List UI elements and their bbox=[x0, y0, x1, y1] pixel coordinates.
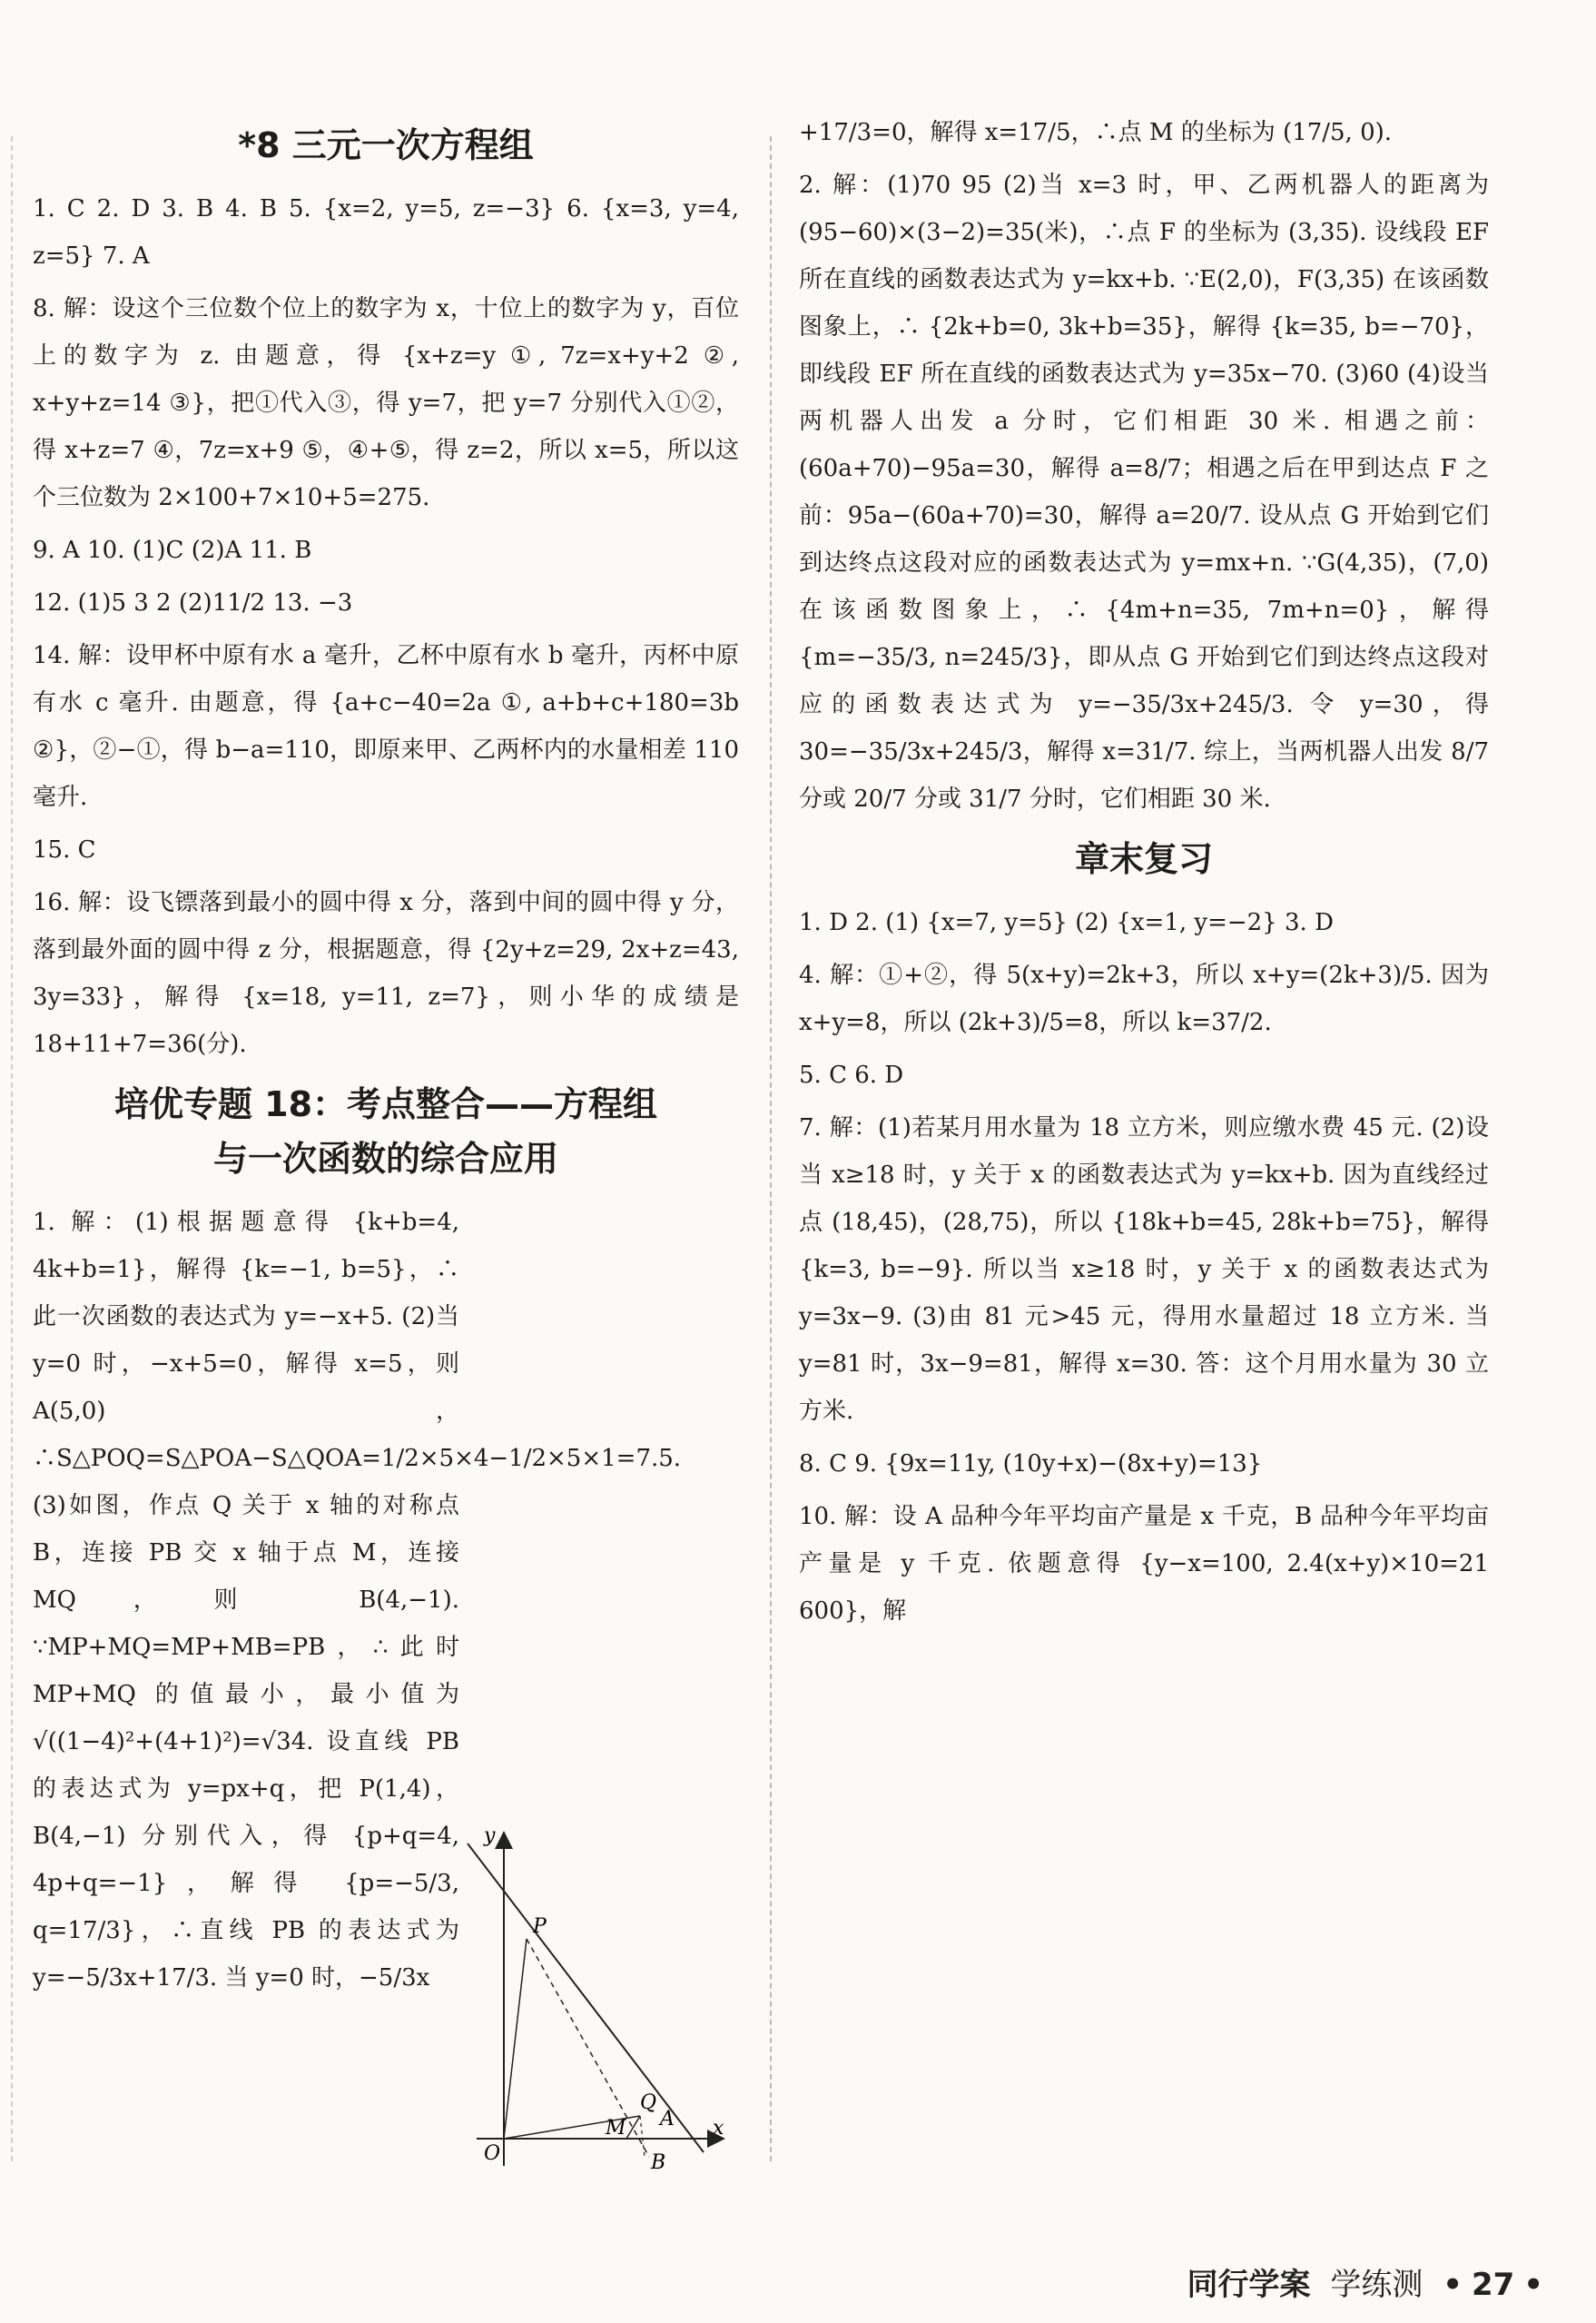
special-topic-title: 培优专题 18：考点整合——方程组 bbox=[113, 1084, 658, 1124]
page-number-bullet-right: • bbox=[1523, 2267, 1543, 2303]
answer-9-11: 9. A 10. (1)C (2)A 11. B bbox=[33, 537, 312, 564]
topic-answer-1-cont: +17/3=0，解得 x=17/5，∴点 M 的坐标为 (17/5, 0). bbox=[799, 119, 1393, 146]
answer-14: 14. 解：设甲杯中原有水 a 毫升，乙杯中原有水 b 毫升，丙杯中原有水 c 毫升. 由题意，得 {a+c−40=2a ①, a+b+c+180=3b ②}，②−①，得 b−a=110，即原来甲、乙两杯内的水量相差 110 毫升. bbox=[33, 642, 739, 811]
answer-16: 16. 解：设飞镖落到最小的圆中得 x 分，落到中间的圆中得 y 分，落到最外面的圆中得 z 分，根据题意，得 {2y+z=29, 2x+z=43, 3y=33}，解得 {x=18, y=11, z=7}，则小华的成绩是 18+11+7=36(分). bbox=[33, 889, 739, 1058]
line-op bbox=[504, 1939, 527, 2139]
point-b-label: B bbox=[651, 2151, 666, 2170]
line-mq bbox=[626, 2116, 640, 2139]
review-answer-8-9: 8. C 9. {9x=11y, (10y+x)−(8x+y)=13} bbox=[799, 1450, 1263, 1478]
series-name: 学练测 bbox=[1330, 2267, 1424, 2303]
left-column bbox=[33, 109, 739, 2007]
point-m-label: M bbox=[606, 2117, 626, 2140]
y-label: y bbox=[484, 1825, 496, 1847]
chapter-review-title: 章末复习 bbox=[1074, 839, 1213, 879]
point-q-label: Q bbox=[640, 2091, 657, 2114]
origin-label: O bbox=[484, 2142, 501, 2165]
page-number-bullet-left: • bbox=[1443, 2267, 1463, 2303]
page-number: 27 bbox=[1471, 2267, 1515, 2303]
point-p-label: P bbox=[533, 1915, 547, 1938]
left-margin-rule bbox=[11, 136, 13, 2161]
section-title-8: *8 三元一次方程组 bbox=[238, 125, 534, 165]
review-answer-7: 7. 解：(1)若某月用水量为 18 立方米，则应缴水费 45 元. (2)设当 x≥18 时，y 关于 x 的函数表达式为 y=kx+b. 因为直线经过点 (18,45)，(28,75)，所以 {18k+b=45, 28k+b=75}，解得 {k=3, b=−9}. 所以当 x≥18 时，y 关于 x 的函数表达式为 y=3x−9. (3)由 81 元>45 元，得用水量超过 18 立方米. 当 y=81 时，3x−9=81，解得 x=30. 答：这个月用水量为 30 立方米. bbox=[799, 1114, 1489, 1425]
coordinate-graph bbox=[458, 1825, 731, 2170]
answer-12-13: 12. (1)5 3 2 (2)11/2 13. −3 bbox=[33, 589, 353, 617]
x-label: x bbox=[713, 2117, 724, 2140]
review-answer-4: 4. 解：①+②，得 5(x+y)=2k+3，所以 x+y=(2k+3)/5. 因为 x+y=8，所以 (2k+3)/5=8，所以 k=37/2. bbox=[799, 962, 1489, 1036]
topic-answer-2: 2. 解：(1)70 95 (2)当 x=3 时，甲、乙两机器人的距离为 (95−60)×(3−2)=35(米)，∴点 F 的坐标为 (3,35). 设线段 EF 所在直线的函数表达式为 y=kx+b. ∵E(2,0)，F(3,35) 在该函数图象上，∴ {2k+b=0, 3k+b=35}，解得 {k=35, b=−70}，即线段 EF 所在直线的函数表达式为 y=35x−70. (3)60 (4)设当两机器人出发 a 分时，它们相距 30 米. 相遇之前：(60a+70)−95a=30，解得 a=8/7；相遇之后在甲到达点 F 之前：95a−(60a+70)=30，解得 a=20/7. 设从点 G 开始到它们到达终点这段对应的函数表达式为 y=mx+n. ∵G(4,35)，(7,0) 在该函数图象上，∴ {4m+n=35, 7m+n=0}，解得 {m=−35/3, n=245/3}，即从点 G 开始到它们到达终点这段对应的函数表达式为 y=−35/3x+245/3. 令 y=30，得 30=−35/3x+245/3，解得 x=31/7. 综上，当两机器人出发 8/7 分或 20/7 分或 31/7 分时，它们相距 30 米. bbox=[799, 172, 1489, 813]
topic-answer-1: 1. 解：(1)根据题意得 {k+b=4, 4k+b=1}，解得 {k=−1, b=5}，∴此一次函数的表达式为 y=−x+5. (2)当 y=0 时，−x+5=0，解得 x=5，则 A(5,0)，∴S△POQ=S△POA−S△QOA=1/2×5×4−1/2×5×1=7.5. (3)如图，作点 Q 关于 x 轴的对称点 B，连接 PB 交 x 轴于点 M，连接 MQ，则 B(4,−1). ∵MP+MQ=MP+MB=PB，∴此时 MP+MQ 的值最小，最小值为 √((1−4)²+(4+1)²)=√34. 设直线 PB 的表达式为 y=px+q，把 P(1,4)，B(4,−1) 分别代入，得 {p+q=4, 4p+q=−1}，解得 {p=−5/3, q=17/3}，∴直线 PB 的表达式为 y=−5/3x+17/3. 当 y=0 时，−5/3x bbox=[33, 1209, 682, 1992]
page-footer bbox=[1178, 2259, 1543, 2304]
brand-name: 同行学案 bbox=[1187, 2267, 1311, 2303]
answer-8: 8. 解：设这个三位数个位上的数字为 x，十位上的数字为 y，百位上的数字为 z. 由题意，得 {x+z=y ①, 7z=x+y+2 ②, x+y+z=14 ③}，把①代入③，得 y=7，把 y=7 分别代入①②，得 x+z=7 ④，7z=x+9 ⑤，④+⑤，得 z=2，所以 x=5，所以这个三位数为 2×100+7×10+5=275. bbox=[33, 295, 739, 511]
review-answer-10: 10. 解：设 A 品种今年平均亩产量是 x 千克，B 品种今年平均亩产量是 y 千克. 依题意得 {y−x=100, 2.4(x+y)×10=21 600}，解 bbox=[799, 1503, 1489, 1625]
column-divider bbox=[770, 136, 772, 2161]
right-column bbox=[799, 109, 1489, 1640]
answer-1-7: 1. C 2. D 3. B 4. B 5. {x=2, y=5, z=−3} 6. {x=3, y=4, z=5} 7. A bbox=[33, 195, 739, 270]
answer-15: 15. C bbox=[33, 836, 96, 864]
point-a-label: A bbox=[660, 2108, 675, 2130]
special-topic-subtitle: 与一次函数的综合应用 bbox=[212, 1139, 558, 1179]
line-qb bbox=[640, 2116, 645, 2157]
review-answer-5-6: 5. C 6. D bbox=[799, 1062, 904, 1089]
review-answer-1-3: 1. D 2. (1) {x=7, y=5} (2) {x=1, y=−2} 3. D bbox=[799, 909, 1334, 936]
